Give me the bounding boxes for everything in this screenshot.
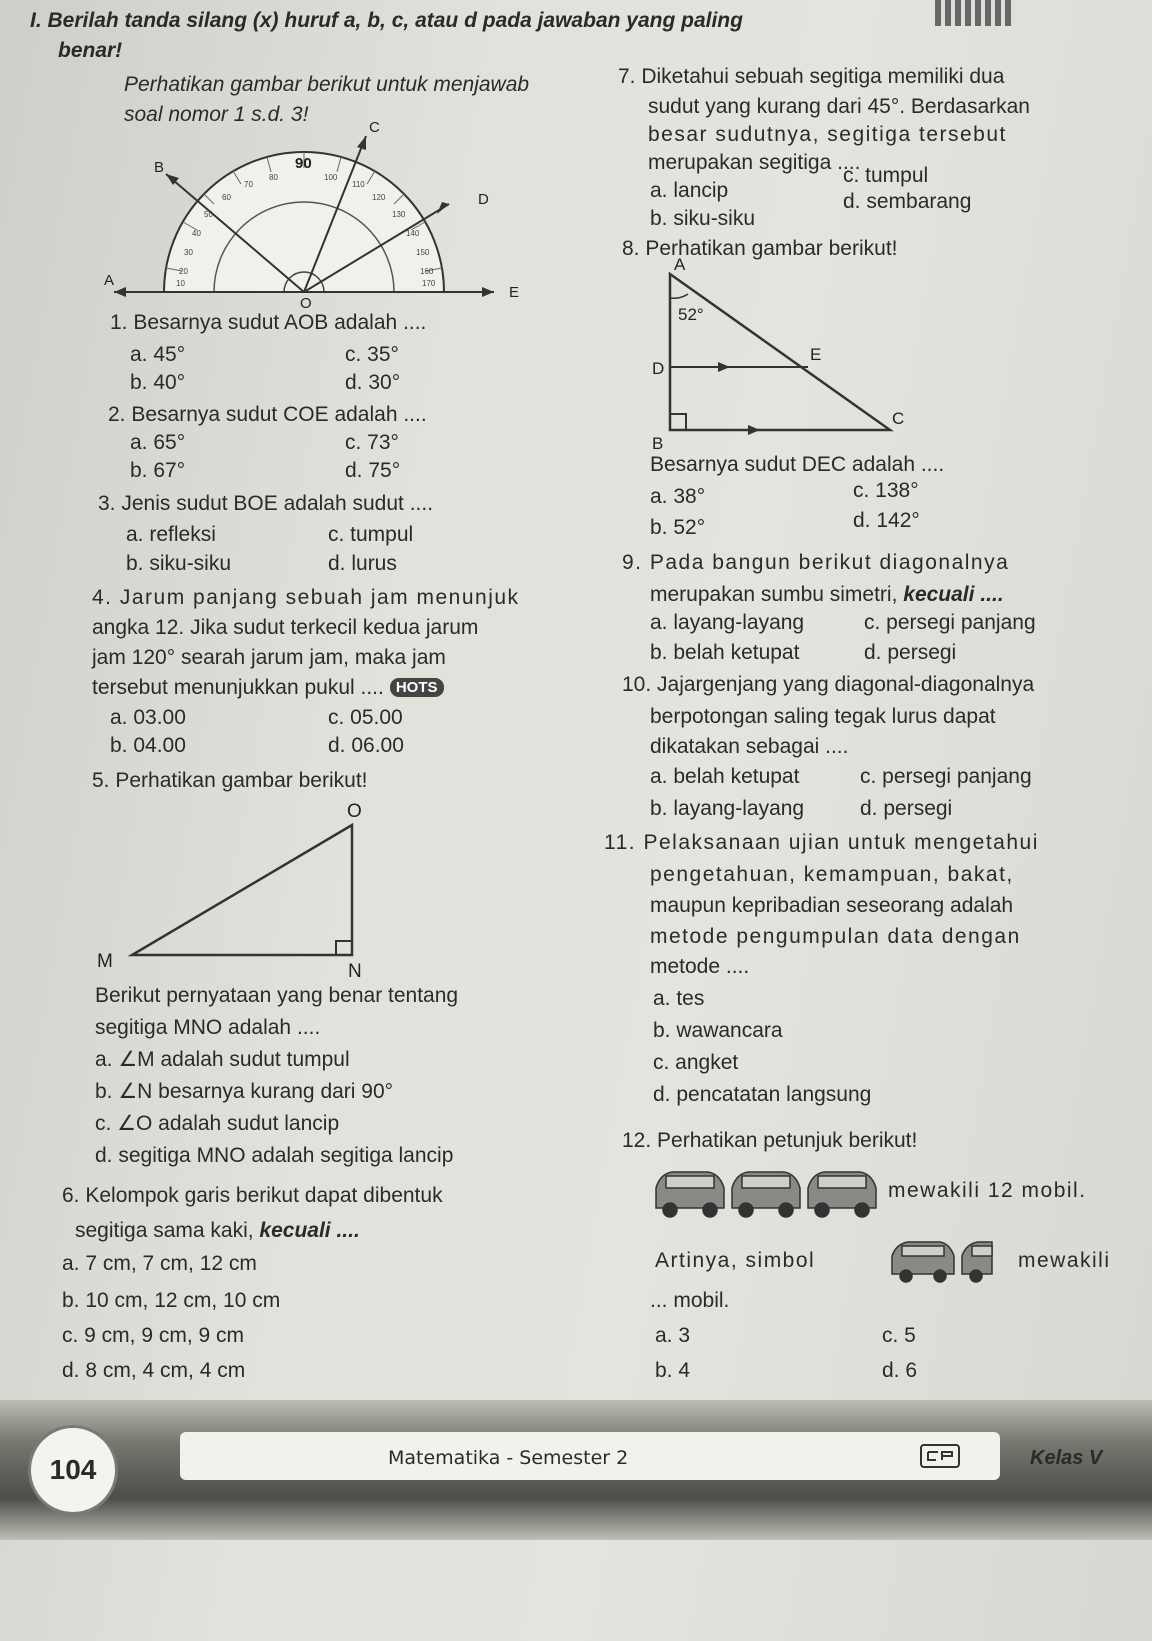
q8-option-c[interactable]: c. 138° [853, 479, 919, 502]
q1-option-c[interactable]: c. 35° [345, 343, 399, 366]
q11-line-4: metode pengumpulan data dengan [650, 925, 1021, 948]
arrow-bc [748, 425, 760, 435]
intro-line-2: soal nomor 1 s.d. 3! [124, 103, 309, 126]
footer-class: Kelas V [1030, 1447, 1103, 1469]
label-b: B [652, 434, 664, 453]
q6-line-1: 6. Kelompok garis berikut dapat dibentuk [62, 1184, 443, 1207]
arrow-e [482, 287, 494, 297]
svg-text:50: 50 [204, 210, 213, 219]
q5-line-2: segitiga MNO adalah .... [95, 1016, 321, 1039]
q6-option-b[interactable]: b. 10 cm, 12 cm, 10 cm [62, 1289, 281, 1312]
q11-option-c[interactable]: c. angket [653, 1051, 739, 1074]
car-symbols-one-and-half [888, 1232, 1018, 1290]
q7-option-d[interactable]: d. sembarang [843, 190, 972, 213]
svg-text:150: 150 [416, 248, 430, 257]
q9-option-d[interactable]: d. persegi [864, 641, 957, 664]
q11-line-5: metode .... [650, 955, 750, 978]
q2-option-a[interactable]: a. 65° [130, 431, 186, 454]
q11-option-a[interactable]: a. tes [653, 987, 705, 1010]
car-icon [732, 1172, 800, 1217]
hots-badge: HOTS [390, 678, 444, 697]
q12-option-d[interactable]: d. 6 [882, 1359, 918, 1382]
q11-line-3: maupun kepribadian seseorang adalah [650, 894, 1014, 917]
angle-52-label: 52° [678, 305, 704, 324]
svg-text:40: 40 [192, 229, 201, 238]
q11-option-b[interactable]: b. wawancara [653, 1019, 783, 1042]
svg-text:80: 80 [269, 173, 278, 182]
q8-option-d[interactable]: d. 142° [853, 509, 920, 532]
q8-question: Besarnya sudut DEC adalah .... [650, 453, 945, 476]
q12-option-c[interactable]: c. 5 [882, 1324, 916, 1347]
q11-line-2: pengetahuan, kemampuan, bakat, [650, 863, 1014, 886]
q6-option-d[interactable]: d. 8 cm, 4 cm, 4 cm [62, 1359, 246, 1382]
q1-option-d[interactable]: d. 30° [345, 371, 401, 394]
label-m: M [97, 951, 113, 972]
q4-line-1: 4. Jarum panjang sebuah jam menunjuk [92, 586, 520, 609]
instruction-line-2: benar! [58, 39, 123, 62]
q10-line-1: 10. Jajargenjang yang diagonal-diagonalnya [622, 673, 1035, 696]
q3-option-a[interactable]: a. refleksi [126, 523, 216, 546]
arrow-c [357, 136, 366, 150]
q8-stem: 8. Perhatikan gambar berikut! [622, 237, 898, 260]
q3-option-d[interactable]: d. lurus [328, 552, 397, 575]
q7-option-a[interactable]: a. lancip [650, 179, 729, 202]
label-b: B [154, 159, 165, 176]
q3-option-b[interactable]: b. siku-siku [126, 552, 232, 575]
q12-line-2b: mewakili [1018, 1249, 1111, 1272]
q6-option-c[interactable]: c. 9 cm, 9 cm, 9 cm [62, 1324, 245, 1347]
page-number: 104 [28, 1425, 118, 1515]
arrow-a [114, 287, 126, 297]
q12-line-2a: Artinya, simbol [655, 1249, 816, 1272]
q4-line-2: angka 12. Jika sudut terkecil kedua jarum [92, 616, 479, 639]
publisher-logo-icon [920, 1444, 960, 1468]
arrow-d [437, 202, 449, 214]
q5-option-b[interactable]: b. ∠N besarnya kurang dari 90° [95, 1080, 394, 1103]
svg-text:110: 110 [352, 180, 365, 189]
q1-stem: 1. Besarnya sudut AOB adalah .... [110, 311, 427, 334]
right-angle-mark-b [670, 414, 686, 430]
label-d: D [652, 359, 665, 378]
q1-option-a[interactable]: a. 45° [130, 343, 186, 366]
q7-option-c[interactable]: c. tumpul [843, 164, 929, 187]
q6-line-2: segitiga sama kaki, kecuali .... [75, 1219, 360, 1242]
q4-option-a[interactable]: a. 03.00 [110, 706, 186, 729]
triangle-mno [132, 825, 352, 955]
q5-line-1: Berikut pernyataan yang benar tentang [95, 984, 459, 1007]
q7-line-3: besar sudutnya, segitiga tersebut [648, 123, 1007, 146]
svg-text:30: 30 [184, 248, 193, 257]
q4-option-d[interactable]: d. 06.00 [328, 734, 404, 757]
q5-option-a[interactable]: a. ∠M adalah sudut tumpul [95, 1048, 350, 1071]
car-symbols-three [652, 1160, 882, 1230]
protractor-90-mark: 90 [295, 155, 312, 172]
svg-text:10: 10 [176, 279, 185, 288]
q9-line-1: 9. Pada bangun berikut diagonalnya [622, 551, 1010, 574]
q2-stem: 2. Besarnya sudut COE adalah .... [108, 403, 427, 426]
q12-option-b[interactable]: b. 4 [655, 1359, 691, 1382]
q9-option-b[interactable]: b. belah ketupat [650, 641, 800, 664]
svg-text:100: 100 [324, 173, 338, 182]
q8-option-a[interactable]: a. 38° [650, 485, 706, 508]
q3-stem: 3. Jenis sudut BOE adalah sudut .... [98, 492, 434, 515]
label-o: O [300, 295, 312, 312]
svg-text:120: 120 [372, 193, 386, 202]
label-e: E [810, 345, 822, 364]
q5-option-c[interactable]: c. ∠O adalah sudut lancip [95, 1112, 340, 1135]
intro-line-1: Perhatikan gambar berikut untuk menjawab [124, 73, 530, 96]
svg-text:70: 70 [244, 180, 253, 189]
q4-option-c[interactable]: c. 05.00 [328, 706, 403, 729]
triangle-abc-figure [650, 255, 910, 454]
right-angle-mark-n [336, 941, 352, 955]
q9-option-c[interactable]: c. persegi panjang [864, 611, 1036, 634]
q3-option-c[interactable]: c. tumpul [328, 523, 414, 546]
q9-option-a[interactable]: a. layang-layang [650, 611, 805, 634]
label-a: A [674, 255, 686, 274]
q4-option-b[interactable]: b. 04.00 [110, 734, 186, 757]
q2-option-b[interactable]: b. 67° [130, 459, 186, 482]
q10-line-2: berpotongan saling tegak lurus dapat [650, 705, 996, 728]
car-icon [808, 1172, 876, 1217]
q11-option-d[interactable]: d. pencatatan langsung [653, 1083, 872, 1106]
footer-title: Matematika - Semester 2 [388, 1447, 629, 1469]
svg-text:20: 20 [179, 267, 188, 276]
q10-option-c[interactable]: c. persegi panjang [860, 765, 1032, 788]
q7-line-2: sudut yang kurang dari 45°. Berdasarkan [648, 95, 1030, 118]
q12-stem: 12. Perhatikan petunjuk berikut! [622, 1129, 918, 1152]
protractor-outer-arc [164, 152, 444, 292]
q10-option-d[interactable]: d. persegi [860, 797, 953, 820]
svg-text:130: 130 [392, 210, 406, 219]
label-e: E [509, 284, 520, 301]
triangle-mno-figure [92, 795, 422, 982]
svg-text:160: 160 [420, 267, 434, 276]
svg-text:140: 140 [406, 229, 420, 238]
protractor-figure [104, 119, 524, 312]
q7-line-1: 7. Diketahui sebuah segitiga memiliki dua [618, 65, 1005, 88]
angle-arc-a [670, 294, 688, 298]
q7-option-b[interactable]: b. siku-siku [650, 207, 756, 230]
q2-option-d[interactable]: d. 75° [345, 459, 401, 482]
q12-line-1: mewakili 12 mobil. [888, 1179, 1087, 1202]
label-c: C [369, 119, 380, 136]
q2-option-c[interactable]: c. 73° [345, 431, 399, 454]
label-n: N [348, 961, 362, 982]
label-c: C [892, 409, 905, 428]
q10-option-a[interactable]: a. belah ketupat [650, 765, 800, 788]
q8-option-b[interactable]: b. 52° [650, 516, 706, 539]
triangle-abc [670, 274, 890, 430]
q5-stem: 5. Perhatikan gambar berikut! [92, 769, 368, 792]
car-icon [892, 1242, 954, 1282]
label-d: D [478, 191, 489, 208]
q12-line-3: ... mobil. [650, 1289, 730, 1312]
arrow-de [718, 362, 730, 372]
instruction-line-1: I. Berilah tanda silang (x) huruf a, b, c, atau d pada jawaban yang paling [30, 9, 743, 32]
svg-text:60: 60 [222, 193, 231, 202]
q10-option-b[interactable]: b. layang-layang [650, 797, 805, 820]
half-car-icon [962, 1242, 992, 1282]
q11-line-1: 11. Pelaksanaan ujian untuk mengetahui [604, 831, 1039, 854]
car-icon [656, 1172, 724, 1217]
q10-line-3: dikatakan sebagai .... [650, 735, 849, 758]
q6-option-a[interactable]: a. 7 cm, 7 cm, 12 cm [62, 1252, 257, 1275]
label-a: A [104, 272, 115, 289]
svg-text:170: 170 [422, 279, 436, 288]
q7-line-4: merupakan segitiga .... [648, 151, 861, 174]
q4-line-3: jam 120° searah jarum jam, maka jam [92, 646, 446, 669]
qr-code-icon [935, 0, 1015, 26]
q1-option-b[interactable]: b. 40° [130, 371, 186, 394]
q12-option-a[interactable]: a. 3 [655, 1324, 691, 1347]
q5-option-d[interactable]: d. segitiga MNO adalah segitiga lancip [95, 1144, 454, 1167]
label-o: O [347, 801, 362, 822]
q4-line-4: tersebut menunjukkan pukul .... HOTS [92, 677, 444, 698]
q9-line-2: merupakan sumbu simetri, kecuali .... [650, 583, 1004, 606]
